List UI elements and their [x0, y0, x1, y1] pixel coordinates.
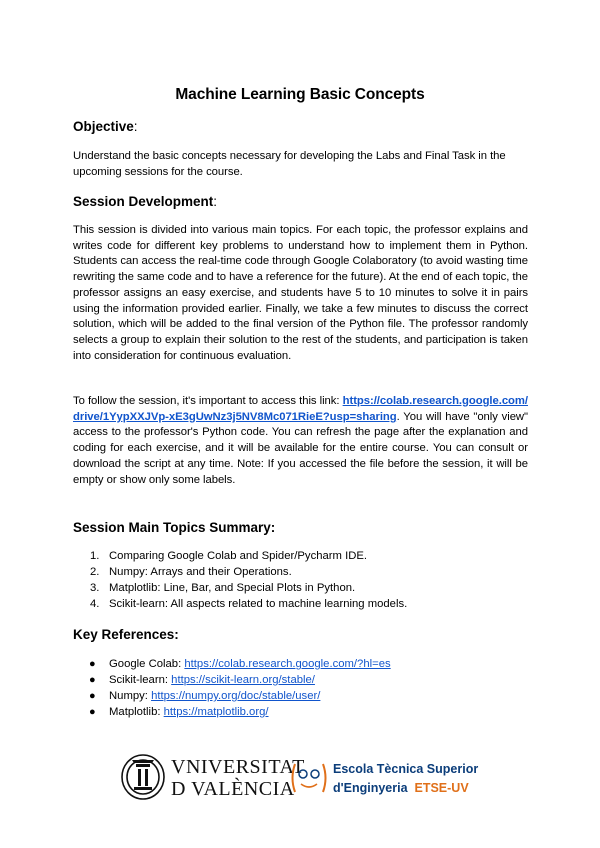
topic-item [73, 596, 407, 612]
session-development-paragraph-1: This session is divided into various main topics. For each topic, the professor explains and writes code for different key problems to understand how to implement them in Python. Students can access the real-time code through Google Colaboratory (to avoid wasting time rewriting the same code and to have a reference for the future). At the end of each topic, the professor assigns an easy exercise, and students have 5 to 10 minutes to solve it in pairs using the information provided earlier. Finally, we take a few minutes to discuss the correct solution, which will be added to the final version of the Python file. The professor randomly selects a group to explain their solution to the rest of the students, and participation is taken into consideration for continuous evaluation. [73, 224, 528, 362]
references-heading: Key References: [73, 627, 179, 642]
objective-text: Understand the basic concepts necessary for developing the Labs and Final Task in the upcoming sessions for the course. [73, 150, 506, 178]
reference-link-numpy[interactable]: https://numpy.org/doc/stable/user/ [151, 690, 321, 702]
topics-list [73, 548, 407, 612]
university-name-line-1: VNIVERSITAT [171, 756, 305, 778]
reference-label: Google Colab: [109, 658, 185, 670]
bullet-icon: ● [89, 706, 96, 718]
etse-enginyeria: d'Enginyeria [333, 781, 408, 795]
topic-number: 4. [90, 598, 100, 610]
reference-label: Numpy: [109, 690, 152, 702]
paragraph-2-prefix: To follow the session, it's important to access this link: [73, 395, 343, 407]
bullet-icon: ● [89, 690, 96, 702]
paragraph-2-suffix: . You will have "only view" access to the professor's Python code. You can refresh the page after the explanation and coding for each exercise, and it will be available for the entire course. You can consult or download the script at any time. Note: If you accessed the file before the session, it will be empty or show only some labels. [73, 410, 528, 486]
document-title: Machine Learning Basic Concepts [175, 86, 425, 103]
topic-item [73, 564, 407, 580]
bullet-icon: ● [89, 658, 96, 670]
session-development-heading [73, 194, 217, 209]
reference-item [73, 656, 391, 672]
topic-text: Comparing Google Colab and Spider/Pycharm IDE. [109, 550, 368, 562]
topic-number: 1. [90, 550, 100, 562]
objective-heading [73, 119, 138, 134]
topic-text: Scikit-learn: All aspects related to machine learning models. [109, 598, 408, 610]
etse-name-line-2 [333, 781, 469, 795]
topic-item [73, 548, 407, 564]
etse-uv-label: ETSE-UV [414, 781, 469, 795]
reference-label: Scikit-learn: [109, 674, 172, 686]
reference-link-google-colab[interactable]: https://colab.research.google.com/?hl=es [184, 658, 391, 670]
reference-item [73, 704, 391, 720]
reference-link-scikit-learn[interactable]: https://scikit-learn.org/stable/ [171, 674, 315, 686]
university-name-line-2: D VALÈNCIA [171, 778, 295, 800]
reference-label: Matplotlib: [109, 706, 164, 718]
topic-number: 3. [90, 582, 100, 594]
colab-session-link[interactable]: https://colab.research.google.com/drive/1YypXXJVp-xE3gUwNz3j5NV8Mc071RieE?usp=sharing [73, 395, 528, 423]
topic-item [73, 580, 407, 596]
etse-logo-icon [289, 760, 329, 796]
session-development-heading-text: Session Development [73, 194, 214, 209]
reference-item [73, 688, 391, 704]
session-development-heading-colon: : [213, 194, 218, 209]
topic-text: Numpy: Arrays and their Operations. [109, 566, 292, 578]
etse-name-line-1: Escola Tècnica Superior [333, 762, 479, 776]
session-development-paragraph-2 [73, 394, 528, 488]
reference-link-matplotlib[interactable]: https://matplotlib.org/ [163, 706, 269, 718]
topics-heading: Session Main Topics Summary: [73, 520, 276, 535]
objective-heading-colon: : [133, 119, 138, 134]
topic-text: Matplotlib: Line, Bar, and Special Plots in Python. [109, 582, 356, 594]
references-list [73, 656, 391, 720]
bullet-icon: ● [89, 674, 96, 686]
objective-heading-text: Objective [73, 119, 134, 134]
reference-item [73, 672, 391, 688]
topic-number: 2. [90, 566, 100, 578]
